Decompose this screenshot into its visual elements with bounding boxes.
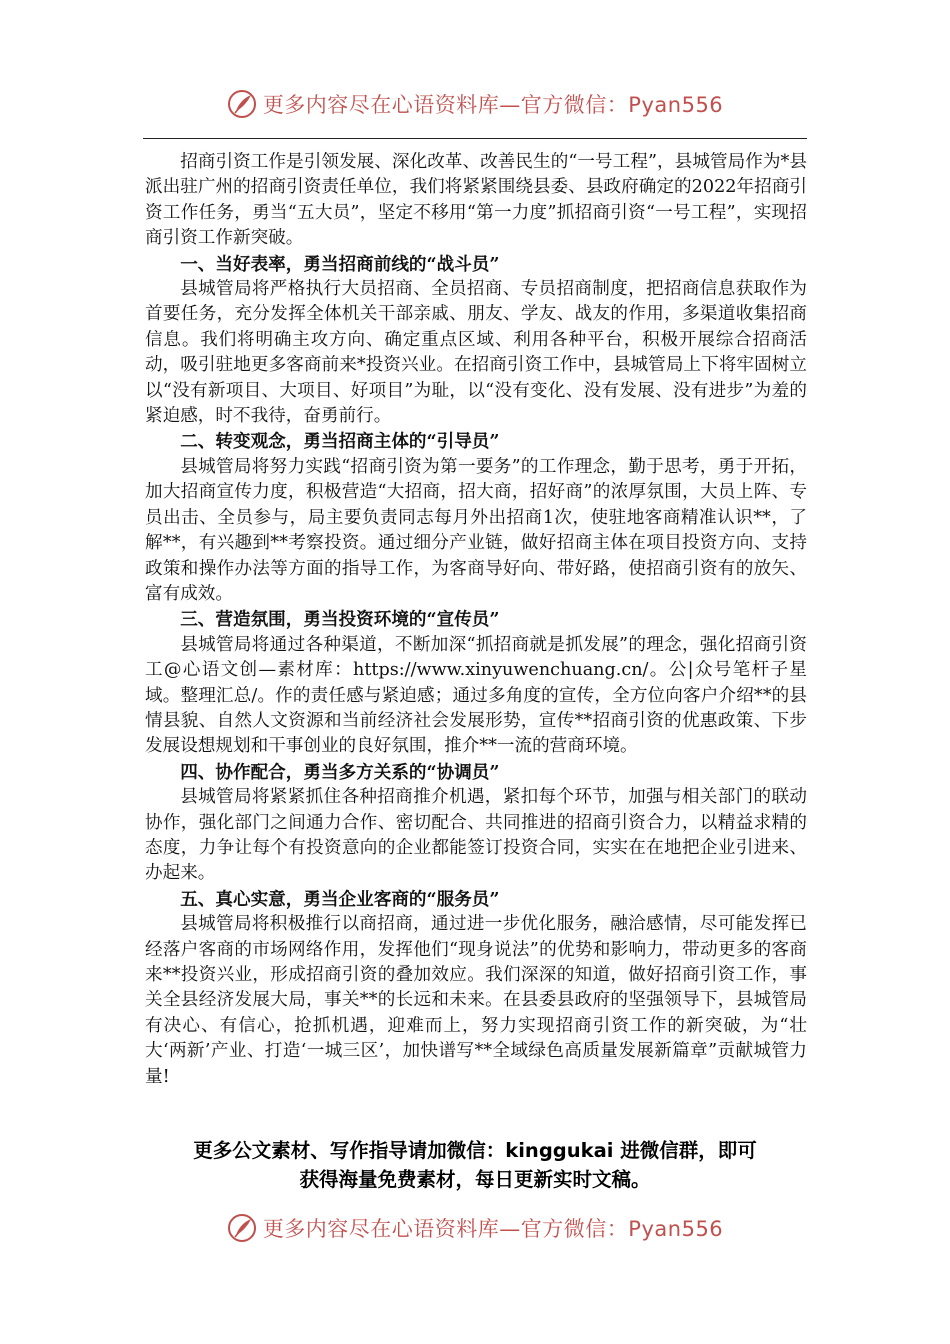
section-heading-4: 四、协作配合，勇当多方关系的“协调员”: [180, 761, 500, 783]
section-heading-2: 二、转变观念，勇当招商主体的“引导员”: [180, 431, 500, 453]
section-paragraph-5: 县城管局将积极推行以商招商，通过进一步优化服务，融洽感情，尽可能发挥已经落户客商的市场网络作用，发挥他们“现身说法”的优势和影响力，带动更多的客商来**投资兴业，形成招商引资的叠加效应。我们深深的知道，做好招商引资工作，事关全县经济发展大局，事关**的长远和未来。在县委县政府的坚强领导下，县城管局有决心、有信心，抢抓机遇，迎难而上，努力实现招商引资工作的新突破，为“壮大‘两新’产业、打造‘一城三区’，加快谱写**全域绿色高质量发展新篇章”贡献城管力量!: [145, 914, 807, 1087]
section-heading-1: 一、当好表率，勇当招商前线的“战斗员”: [180, 253, 500, 275]
promo-block: [0, 1136, 950, 1194]
header-divider: [143, 138, 807, 139]
section-paragraph-4: 县城管局将紧紧抓住各种招商推介机遇，紧扣每个环节，加强与相关部门的联动协作，强化部门之间通力合作、密切配合、共同推进的招商引资合力，以精益求精的态度，力争让每个有投资意向的企业都能签订投资合同，实实在在地把企业引进来、办起来。: [145, 787, 807, 884]
header-banner: [0, 84, 950, 124]
article-body: [145, 150, 807, 1090]
footer-banner-text: 更多内容尽在心语资料库—官方微信：Pyan556: [262, 1217, 724, 1241]
intro-paragraph: 招商引资工作是引领发展、深化改革、改善民生的“一号工程”，县城管局作为*县派出驻广州的招商引资责任单位，我们将紧紧围绕县委、县政府确定的2022年招商引资工作任务，勇当“五大员”，坚定不移用“第一力度”抓招商引资“一号工程”，实现招商引资工作新突破。: [145, 152, 807, 249]
section-heading-5: 五、真心实意，勇当企业客商的“服务员”: [180, 888, 500, 910]
footer-banner: [0, 1208, 950, 1248]
promo-line-1: 更多公文素材、写作指导请加微信：kinggukai 进微信群，即可: [193, 1139, 757, 1162]
section-heading-3: 三、营造氛围，勇当投资环境的“宣传员”: [180, 609, 500, 631]
feather-pen-logo-icon: [227, 89, 257, 119]
section-paragraph-1: 县城管局将严格执行大员招商、全员招商、专员招商制度，把招商信息获取作为首要任务，充分发挥全体机关干部亲戚、朋友、学友、战友的作用，多渠道收集招商信息。我们将明确主攻方向、确定重点区域、利用各种平台，积极开展综合招商活动，吸引驻地更多客商前来*投资兴业。在招商引资工作中，县城管局上下将牢固树立以“没有新项目、大项目、好项目”为耻，以“没有变化、没有发展、没有进步”为羞的紧迫感，时不我待，奋勇前行。: [145, 279, 807, 427]
header-banner-text: 更多内容尽在心语资料库—官方微信：Pyan556: [262, 93, 724, 117]
section-paragraph-3: 县城管局将通过各种渠道，不断加深“抓招商就是抓发展”的理念，强化招商引资工@心语文创—素材库：https://www.xinyuwenchuang.cn/。公|众号笔杆子星域。整理汇总/。作的责任感与紧迫感；通过多角度的宣传，全方位向客户介绍**的县情县貌、自然人文资源和当前经济社会发展形势，宣传**招商引资的优惠政策、下步发展设想规划和干事创业的良好氛围，推介**一流的营商环境。: [145, 634, 807, 757]
promo-line-2: 获得海量免费素材，每日更新实时文稿。: [299, 1168, 651, 1191]
feather-pen-logo-icon: [227, 1213, 257, 1243]
section-paragraph-2: 县城管局将努力实践“招商引资为第一要务”的工作理念，勤于思考，勇于开拓，加大招商宣传力度，积极营造“大招商，招大商，招好商”的浓厚氛围，大员上阵、专员出击、全员参与，局主要负责同志每月外出招商1次，使驻地客商精准认识**，了解**，有兴趣到**考察投资。通过细分产业链，做好招商主体在项目投资方向、支持政策和操作办法等方面的指导工作，为客商导好向、带好路，使招商引资有的放矢、富有成效。: [145, 456, 807, 604]
